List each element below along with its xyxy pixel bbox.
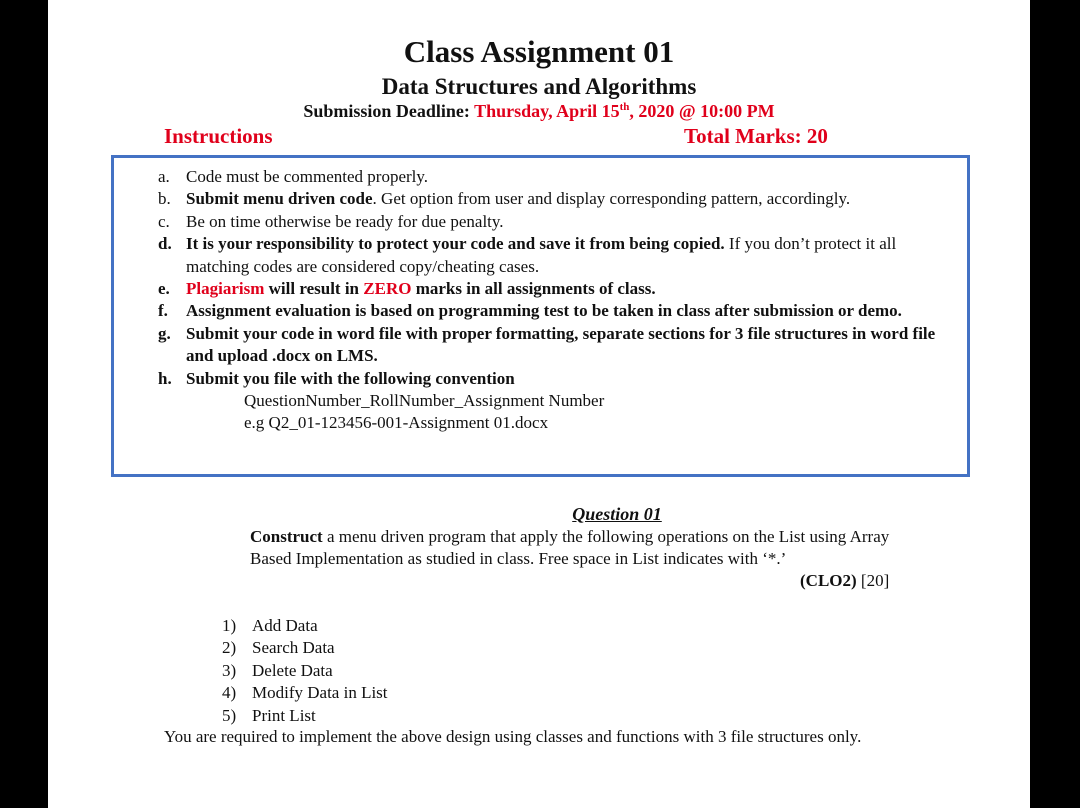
naming-convention: QuestionNumber_RollNumber_Assignment Number — [244, 391, 605, 411]
item-label: Search Data — [252, 638, 335, 658]
total-marks: Total Marks: 20 — [684, 124, 828, 148]
course-name: Data Structures and Algorithms — [381, 74, 697, 99]
question-lead: Construct — [250, 527, 323, 546]
item-label: Print List — [252, 705, 316, 725]
instruction-bold: Submit menu driven code — [186, 189, 373, 209]
clo-marks — [800, 571, 889, 591]
naming-example: e.g Q2_01-123456-001-Assignment 01.docx — [244, 413, 549, 433]
list-item — [222, 705, 388, 727]
deadline-ordinal: th — [619, 101, 630, 113]
instruction-text: Submit you file with the following convention — [186, 368, 515, 388]
instructions-heading: Instructions — [164, 124, 273, 148]
instruction-g — [158, 323, 958, 368]
instruction-marker: b. — [158, 189, 171, 209]
item-label: Modify Data in List — [252, 683, 388, 703]
instruction-text: Be on time otherwise be ready for due penalty. — [186, 211, 504, 231]
question-heading: Question 01 — [572, 504, 662, 524]
submission-deadline — [48, 101, 1030, 122]
implementation-note: You are required to implement the above design using classes and functions with 3 file structures only. — [164, 727, 862, 746]
instruction-b — [158, 188, 958, 210]
instruction-end: marks in all assignments of class. — [411, 279, 656, 299]
instruction-marker: f. — [158, 301, 168, 321]
instruction-rest: . Get option from user and display corresponding pattern, accordingly. — [372, 189, 851, 209]
list-item — [222, 660, 388, 682]
instruction-text — [186, 233, 958, 278]
list-item — [222, 615, 388, 637]
instruction-marker: h. — [158, 368, 172, 388]
instruction-rest: If you don’t protect it all matching codes are considered copy/cheating cases. — [186, 234, 897, 276]
instruction-a — [158, 166, 958, 188]
document-title: Class Assignment 01 — [403, 34, 675, 69]
plagiarism-word: Plagiarism — [186, 279, 265, 299]
deadline-label: Submission Deadline: — [303, 101, 475, 121]
document-page — [48, 0, 1030, 808]
item-label: Add Data — [252, 616, 318, 635]
instruction-text: Code must be commented properly. — [186, 167, 429, 186]
instruction-d — [158, 233, 958, 278]
instruction-c — [158, 211, 958, 233]
instructions-list — [158, 166, 958, 435]
deadline-time: , 2020 @ 10:00 PM — [629, 101, 775, 121]
question-body: a menu driven program that apply the following operations on the List using Array Based Implementation as studied in class. Free space in List indicates with ‘*.’ — [250, 527, 890, 569]
instruction-rest: will result in — [264, 279, 364, 299]
instruction-text — [186, 188, 958, 210]
instruction-marker: d. — [158, 234, 172, 254]
instruction-text: Assignment evaluation is based on programming test to be taken in class after submission or demo. — [186, 301, 902, 321]
instruction-f — [158, 300, 958, 322]
instruction-bold: It is your responsibility to protect your code and save it from being copied. — [186, 234, 725, 254]
item-number: 5) — [222, 705, 237, 725]
item-label: Delete Data — [252, 660, 333, 680]
instruction-text: Submit your code in word file with proper formatting, separate sections for 3 file structures in word file and upload .docx on LMS. — [186, 323, 936, 366]
operations-list — [222, 615, 388, 727]
instruction-marker: c. — [158, 211, 170, 231]
zero-word: ZERO — [363, 279, 412, 299]
instruction-text — [186, 278, 958, 300]
clo-label: (CLO2) — [800, 571, 857, 590]
instruction-marker: e. — [158, 279, 170, 299]
instruction-h — [158, 368, 958, 390]
item-number: 2) — [222, 638, 237, 658]
instruction-e — [158, 278, 958, 300]
item-number: 4) — [222, 683, 237, 703]
instructions-box — [111, 155, 970, 477]
item-number: 3) — [222, 660, 237, 680]
deadline-day: Thursday, April 15 — [474, 101, 620, 121]
question-marks: [20] — [856, 571, 890, 590]
question-text — [250, 526, 930, 571]
instruction-marker: a. — [158, 167, 170, 186]
list-item — [222, 682, 388, 704]
item-number: 1) — [222, 616, 237, 635]
list-item — [222, 637, 388, 659]
instruction-marker: g. — [158, 323, 171, 343]
